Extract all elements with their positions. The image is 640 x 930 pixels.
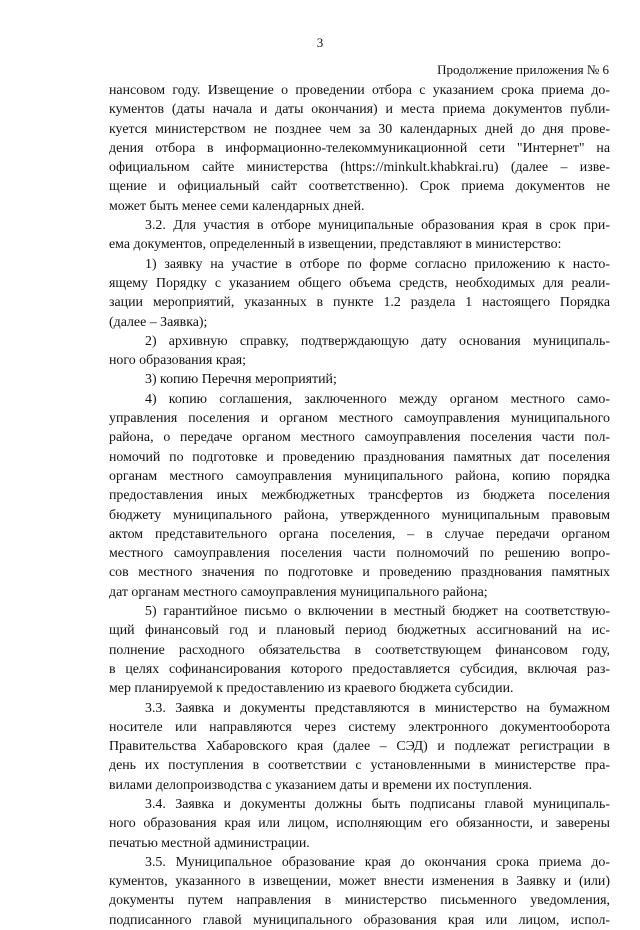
text-line: ема документов, определенный в извещении, представляют в министерство: bbox=[109, 237, 562, 253]
text-line: мер планируемой к предоставлению из краевого бюджета субсидии. bbox=[109, 681, 514, 697]
text-line: нансовом году. Извещение о проведении отбора с указанием срока приема до- bbox=[109, 83, 610, 98]
text-line: (далее – Заявка); bbox=[109, 314, 208, 330]
text-line: щение и официальный сайт соответственно). Срок приема документов не bbox=[109, 179, 610, 195]
text-line: 2) архивную справку, подтверждающую дату основания муниципаль- bbox=[145, 333, 610, 349]
text-line: 3) копию Перечня мероприятий; bbox=[145, 372, 337, 388]
appendix-continuation-note: Продолжение приложения № 6 bbox=[437, 62, 609, 77]
page-number: 3 bbox=[316, 35, 324, 50]
text-line: 1) заявку на участие в отборе по форме согласно приложению к насто- bbox=[145, 256, 610, 272]
text-line: ного образования края; bbox=[109, 353, 246, 369]
text-line: носителе или направляются через систему электронного документооборота bbox=[109, 719, 610, 735]
text-line: вилами делопроизводства с указанием даты и времени их поступления. bbox=[109, 777, 533, 793]
text-line: 3.5. Муниципальное образование края до окончания срока приема до- bbox=[145, 854, 610, 870]
text-line: Правительства Хабаровского края (далее – СЭД) и подлежат регистрации в bbox=[109, 739, 610, 755]
text-line: кументов, указанного в извещении, может внести изменения в Заявку и (или) bbox=[109, 874, 610, 890]
text-line: печатью местной администрации. bbox=[109, 835, 310, 851]
text-line: может быть менее семи календарных дней. bbox=[109, 198, 365, 214]
text-line: дат органам местного самоуправления муниципального района; bbox=[109, 584, 488, 600]
text-line: 3.2. Для участия в отборе муниципальные образования края в срок при- bbox=[145, 218, 610, 234]
text-line: документы путем направления в министерство письменного уведомления, bbox=[109, 893, 610, 909]
text-line: района, о передаче органом местного самоуправления поселения части пол- bbox=[109, 430, 610, 446]
text-line: номочий по подготовке и проведению празднования памятных дат поселения bbox=[109, 449, 610, 465]
text-line: управления поселения и органом местного самоуправления муниципального bbox=[109, 411, 610, 427]
text-line: куется министерством не позднее чем за 30 календарных дней до дня прове- bbox=[109, 121, 610, 137]
text-line: подписанного главой муниципального образования края или лицом, испол- bbox=[109, 912, 610, 928]
text-line: ящему Порядку с указанием общего объема средств, необходимых для реали- bbox=[109, 275, 610, 291]
text-line: официальном сайте министерства (https://minkult.khabkrai.ru) (далее – изве- bbox=[109, 160, 610, 176]
text-line: дения отбора в информационно-телекоммуникационной сети "Интернет" на bbox=[109, 140, 610, 156]
text-line: органам местного самоуправления муниципального района, копию порядка bbox=[109, 468, 610, 484]
text-line: зации мероприятий, указанных в пункте 1.2 раздела 1 настоящего Порядка bbox=[109, 295, 610, 311]
text-line: щий финансовый год и плановый период бюджетных ассигнований на ис- bbox=[109, 623, 610, 639]
text-line: 3.4. Заявка и документы должны быть подписаны главой муниципаль- bbox=[145, 796, 610, 812]
text-line: актом представительного органа поселения, – в случае передачи органом bbox=[109, 526, 610, 542]
text-line: сов местного значения по подготовке и проведению празднования памятных bbox=[109, 565, 610, 581]
text-line: 5) гарантийное письмо о включении в местный бюджет на соответствую- bbox=[145, 604, 610, 620]
text-line: предоставления иных межбюджетных трансфертов из бюджета поселения bbox=[109, 488, 610, 504]
text-line: день их поступления в соответствии с установленными в министерстве пра- bbox=[109, 758, 610, 774]
text-line: 4) копию соглашения, заключенного между органом местного само- bbox=[145, 391, 610, 407]
text-line: 3.3. Заявка и документы представляются в министерство на бумажном bbox=[145, 700, 610, 716]
text-line: местного самоуправления поселения части полномочий по решению вопро- bbox=[109, 546, 610, 562]
text-line: кументов (даты начала и даты окончания) и места приема документов публи- bbox=[109, 102, 610, 118]
body-text bbox=[109, 81, 610, 930]
text-line: бюджету муниципального района, утвержденного муниципальным правовым bbox=[109, 507, 610, 523]
text-line: полнение расходного обязательства в соответствующем финансовом году, bbox=[109, 642, 610, 658]
text-line: ного образования края или лицом, исполняющим его обязанности, и заверены bbox=[109, 816, 610, 832]
text-line: в целях софинансирования которого предоставляется субсидия, включая раз- bbox=[109, 661, 610, 677]
